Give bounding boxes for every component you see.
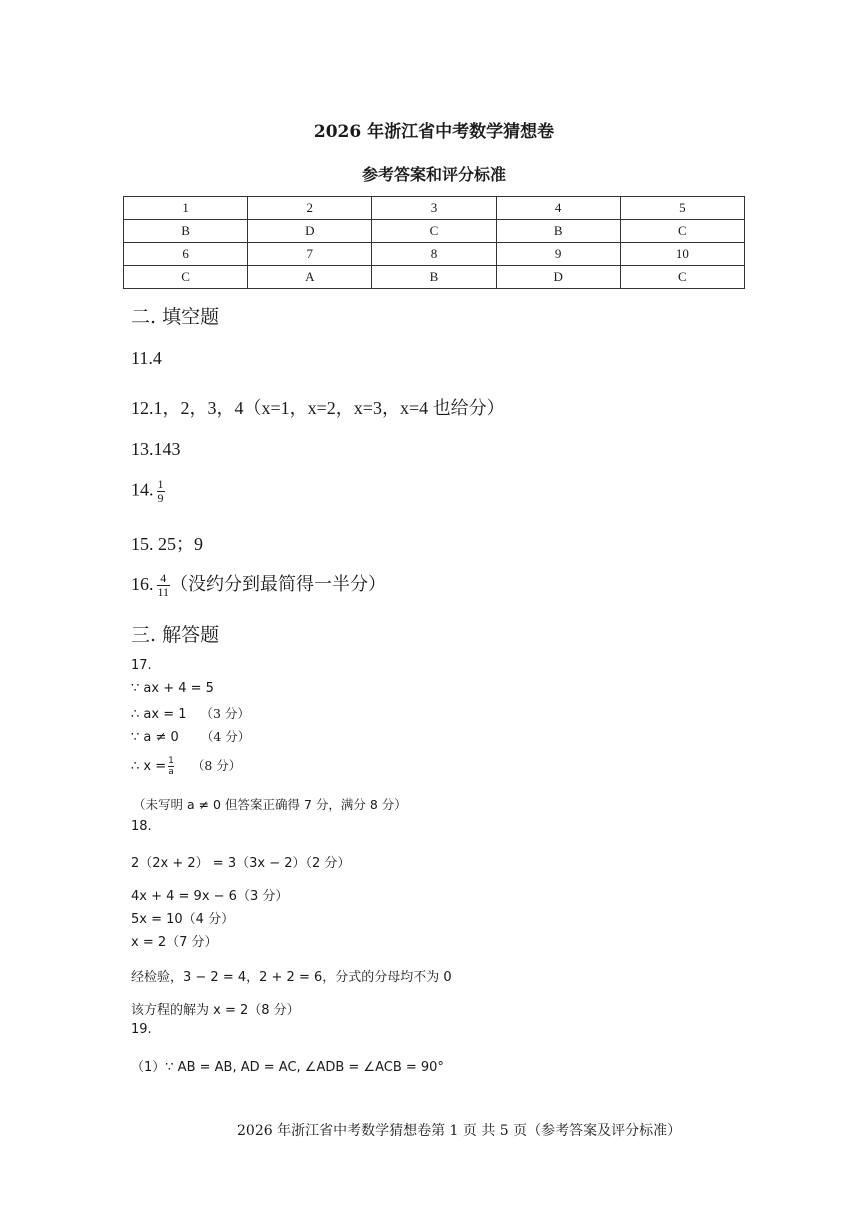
table-cell: 1 [124, 197, 248, 220]
q18-step-3: 5x = 10（4 分） [131, 912, 235, 927]
table-cell: C [124, 266, 248, 289]
q17-step-3-points: （4 分） [200, 729, 251, 744]
table-cell: 7 [248, 243, 372, 266]
table-cell: 6 [124, 243, 248, 266]
question-18-label: 18. [131, 819, 152, 834]
table-row [124, 220, 745, 243]
table-cell: D [248, 220, 372, 243]
table-cell: C [372, 220, 496, 243]
table-cell: 2 [248, 197, 372, 220]
q17-step-3-text: ∵ a ≠ 0 [131, 730, 179, 745]
table-cell: 8 [372, 243, 496, 266]
table-cell: 3 [372, 197, 496, 220]
q17-step-2-text: ∴ ax = 1 [131, 707, 187, 722]
q18-step-2: 4x + 4 = 9x − 6（3 分） [131, 889, 289, 904]
answer-11: 11.4 [131, 348, 162, 368]
table-row [124, 243, 745, 266]
answer-14-label: 14. [131, 479, 154, 500]
answer-15: 15. 25；9 [131, 534, 203, 554]
q17-step-4 [131, 756, 241, 777]
fraction-denominator: a [168, 767, 174, 777]
answer-table [123, 196, 745, 289]
table-cell: C [620, 220, 744, 243]
table-cell: 10 [620, 243, 744, 266]
fraction-denominator: 9 [157, 491, 164, 505]
table-row [124, 266, 745, 289]
q17-step-1: ∵ ax + 4 = 5 [131, 681, 214, 696]
q17-step-2-points: （3 分） [200, 706, 250, 721]
table-cell: B [372, 266, 496, 289]
question-19-label: 19. [131, 1022, 152, 1037]
fraction [157, 572, 171, 599]
q17-step-3 [131, 727, 250, 745]
q18-check: 经检验，3 − 2 = 4，2 + 2 = 6，分式的分母均不为 0 [131, 970, 452, 985]
fraction-numerator: 1 [157, 477, 164, 491]
table-cell: A [248, 266, 372, 289]
fraction [157, 478, 165, 505]
answer-16-note: （没约分到最简得一半分） [170, 574, 387, 594]
q18-step-1: 2（2x + 2） = 3（3x − 2）（2 分） [131, 856, 351, 871]
section-heading-solutions: 三. 解答题 [131, 624, 220, 646]
table-cell: 5 [620, 197, 744, 220]
table-cell: B [124, 220, 248, 243]
page-title: 2026 年浙江省中考数学猜想卷 [313, 122, 555, 142]
table-cell: 4 [496, 197, 620, 220]
q18-step-4: x = 2（7 分） [131, 935, 218, 950]
answer-13: 13.143 [131, 439, 181, 459]
table-cell: 9 [496, 243, 620, 266]
q17-step-2 [131, 704, 250, 722]
fraction-numerator: 1 [168, 756, 174, 766]
page-footer: 2026 年浙江省中考数学猜想卷第 1 页 共 5 页（参考答案及评分标准） [237, 1123, 682, 1139]
q19-step-1: （1）∵ AB = AB, AD = AC, ∠ADB = ∠ACB = 90° [131, 1060, 444, 1075]
answer-16 [131, 570, 386, 599]
page-subtitle: 参考答案和评分标准 [361, 165, 506, 184]
q17-note: （未写明 a ≠ 0 但答案正确得 7 分，满分 8 分） [133, 797, 407, 812]
table-cell: D [496, 266, 620, 289]
answer-12: 12.1，2，3，4（x=1，x=2，x=3，x=4 也给分） [131, 398, 505, 418]
answer-16-label: 16. [131, 574, 154, 594]
fraction-numerator: 4 [160, 571, 167, 586]
q17-step-4-points: （8 分） [191, 758, 242, 773]
table-row [124, 197, 745, 220]
answer-14 [131, 478, 165, 505]
fraction [168, 756, 174, 777]
q17-step-4-text: ∴ x = [131, 759, 167, 774]
fraction-denominator: 11 [157, 585, 170, 600]
section-heading-fill-in: 二. 填空题 [131, 306, 220, 328]
q18-conclusion: 该方程的解为 x = 2（8 分） [131, 1003, 300, 1018]
table-cell: B [496, 220, 620, 243]
table-cell: C [620, 266, 744, 289]
question-17-label: 17. [131, 658, 152, 673]
